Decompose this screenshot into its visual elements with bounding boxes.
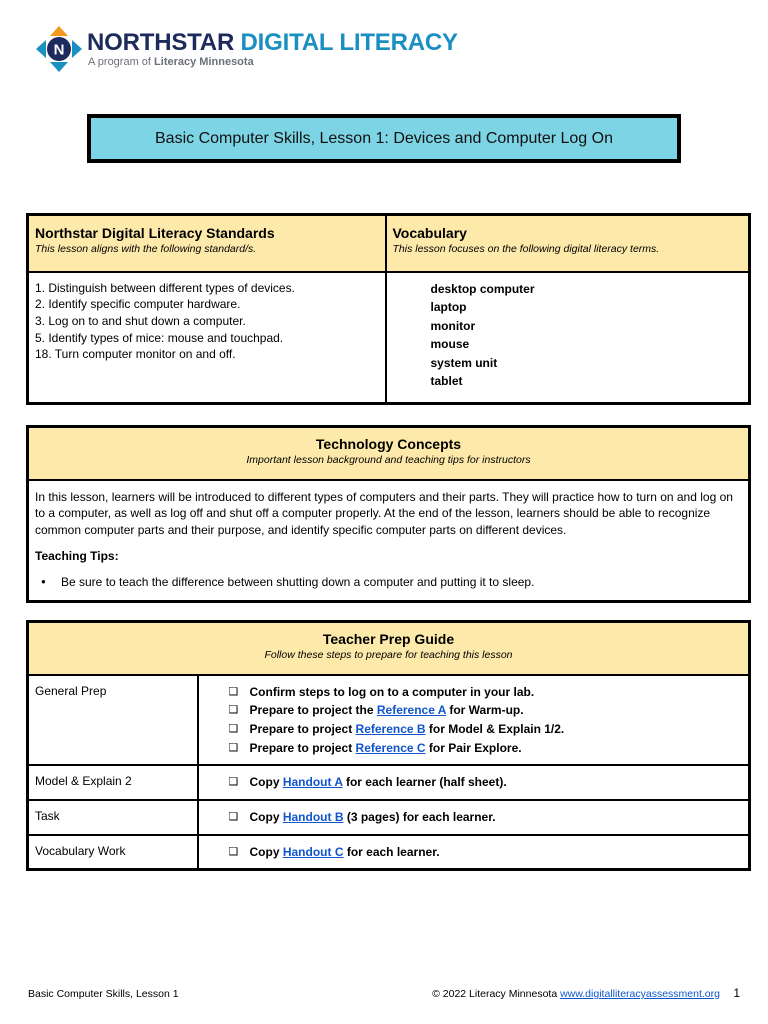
logo-title-word2: DIGITAL LITERACY — [240, 29, 458, 56]
standard-item: 5. Identify types of mice: mouse and touchpad. — [35, 330, 284, 345]
vocabulary-term: laptop — [430, 300, 467, 314]
concepts-body — [28, 480, 750, 602]
checklist-item: ❏ Prepare to project Reference B for Model & Explain 1/2. — [229, 720, 743, 739]
logo-title — [87, 29, 458, 57]
standards-header — [28, 215, 386, 272]
concepts-subtitle: Important lesson background and teaching tips for instructors — [246, 454, 531, 466]
reference-c-link[interactable]: Reference C — [355, 740, 426, 755]
footer-website-link[interactable]: www.digitalliteracyassessment.org — [560, 988, 720, 1000]
teaching-tip-item: ● Be sure to teach the difference between shutting down a computer and putting it to sleep. — [35, 574, 742, 590]
handout-a-link[interactable]: Handout A — [282, 775, 343, 790]
vocabulary-term: monitor — [430, 318, 476, 333]
vocabulary-list — [386, 272, 750, 404]
vocabulary-header — [386, 215, 750, 272]
standards-vocabulary-table — [26, 213, 751, 405]
checklist-item: ❏ Copy Handout A for each learner (half sheet). — [229, 773, 743, 792]
vocabulary-term: system unit — [430, 355, 498, 370]
checklist-item: ❏ Prepare to project Reference C for Pair Explore. — [229, 739, 743, 758]
prep-row-steps — [198, 835, 750, 870]
checklist-item: ❏ Copy Handout B (3 pages) for each learner. — [229, 808, 743, 827]
logo-title-word1: NORTHSTAR — [87, 29, 235, 56]
logo-subtitle-prefix: A program of — [88, 56, 151, 68]
logo-subtitle-org: Literacy Minnesota — [154, 56, 254, 68]
standards-list — [28, 272, 386, 404]
prep-subtitle: Follow these steps to prepare for teaching this lesson — [264, 649, 513, 661]
checklist-item: ❏ Copy Handout C for each learner. — [229, 843, 743, 862]
vocabulary-term: mouse — [430, 337, 470, 351]
prep-row-label: Vocabulary Work — [28, 835, 198, 870]
standard-item: 1. Distinguish between different types of devices. — [35, 280, 295, 295]
vocabulary-subtitle: This lesson focuses on the following digital literacy terms. — [392, 243, 660, 255]
footer-copyright-text: © 2022 Literacy Minnesota — [432, 988, 561, 1000]
prep-row-label: Model & Explain 2 — [28, 765, 198, 800]
checklist-item: ❏ Confirm steps to log on to a computer in your lab. — [229, 683, 743, 702]
reference-b-link[interactable]: Reference B — [355, 721, 426, 736]
handout-b-link[interactable]: Handout B — [282, 810, 344, 825]
standard-item: 18. Turn computer monitor on and off. — [35, 347, 236, 362]
concepts-paragraph: In this lesson, learners will be introduced to different types of computers and their parts. They will practice how to turn on and log on to a computer, as well as log off and shut off a computer properly. At the end of the lesson, learners should be able to recognize common computer parts and their purpose, and identify specific computer parts on different devices. — [35, 489, 733, 537]
vocabulary-term: tablet — [430, 374, 463, 388]
concepts-title: Technology Concepts — [315, 436, 462, 452]
teacher-prep-table — [26, 620, 751, 871]
footer-copyright — [432, 988, 720, 1001]
prep-row-label: Task — [28, 800, 198, 835]
standard-item: 3. Log on to and shut down a computer. — [35, 313, 246, 328]
teaching-tips-label: Teaching Tips: — [35, 548, 119, 563]
prep-row-label: General Prep — [28, 675, 198, 766]
vocabulary-term: desktop computer — [430, 281, 535, 296]
standards-subtitle: This lesson aligns with the following standard/s. — [35, 243, 257, 255]
concepts-header — [28, 427, 750, 480]
reference-a-link[interactable]: Reference A — [376, 703, 447, 718]
prep-row-steps — [198, 765, 750, 800]
vocabulary-title: Vocabulary — [392, 225, 467, 241]
logo-subtitle — [88, 56, 254, 69]
prep-row-steps — [198, 675, 750, 766]
prep-row-steps — [198, 800, 750, 835]
standards-title: Northstar Digital Literacy Standards — [35, 225, 275, 241]
technology-concepts-table — [26, 425, 751, 603]
northstar-star-icon — [36, 26, 82, 72]
prep-title: Teacher Prep Guide — [322, 631, 455, 647]
lesson-title: Basic Computer Skills, Lesson 1: Devices and Computer Log On — [91, 118, 677, 159]
standard-item: 2. Identify specific computer hardware. — [35, 297, 241, 312]
logo-letter: N — [53, 41, 65, 59]
page-number: 1 — [733, 986, 740, 1000]
footer-lesson-name: Basic Computer Skills, Lesson 1 — [28, 988, 179, 1000]
lesson-title-banner — [87, 114, 681, 163]
prep-header — [28, 622, 750, 675]
checklist-item: ❏ Prepare to project the Reference A for Warm-up. — [229, 701, 743, 720]
handout-c-link[interactable]: Handout C — [282, 844, 344, 859]
